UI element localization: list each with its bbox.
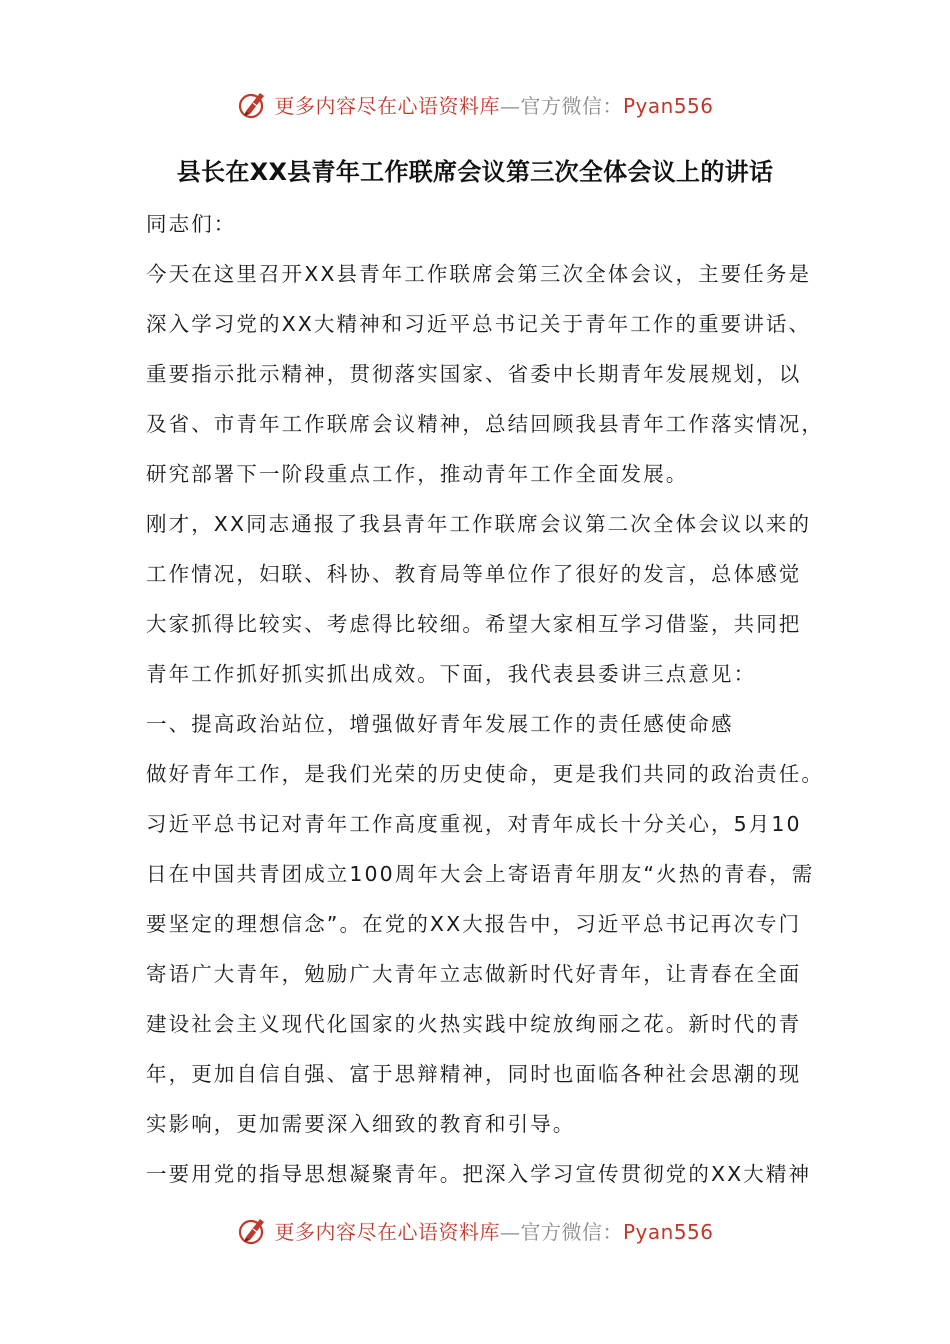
banner-suffix-text: 官方微信： [520, 93, 623, 118]
banner-separator: — [499, 93, 521, 118]
body-line: 深入学习党的XX大精神和习近平总书记关于青年工作的重要讲话、 [146, 312, 812, 336]
banner-text [274, 90, 713, 119]
document-title: 县长在XX县青年工作联席会议第三次全体会议上的讲话 [176, 158, 774, 186]
body-line: 大家抓得比较实、考虑得比较细。希望大家相互学习借鉴，共同把 [146, 612, 802, 636]
body-line: 今天在这里召开XX县青年工作联席会第三次全体会议，主要任务是 [146, 262, 812, 286]
body-line: 做好青年工作，是我们光荣的历史使命，更是我们共同的政治责任。 [146, 762, 824, 786]
body-line: 及省、市青年工作联席会议精神，总结回顾我县青年工作落实情况， [146, 412, 824, 436]
body-line: 重要指示批示精神，贯彻落实国家、省委中长期青年发展规划，以 [146, 362, 802, 386]
body-line: 习近平总书记对青年工作高度重视，对青年成长十分关心，5月10 [146, 812, 802, 836]
banner-wechat-id: Pyan556 [622, 1219, 714, 1244]
banner-main-text: 更多内容尽在心语资料库 [274, 1219, 500, 1244]
banner-separator: — [499, 1219, 521, 1244]
body-line: 一要用党的指导思想凝聚青年。把深入学习宣传贯彻党的XX大精神 [146, 1162, 812, 1186]
banner-text [274, 1216, 713, 1245]
body-line: 要坚定的理想信念”。在党的XX大报告中，习近平总书记再次专门 [146, 912, 802, 936]
section-heading: 一、提高政治站位，增强做好青年发展工作的责任感使命感 [146, 712, 734, 736]
document-body [146, 199, 824, 1199]
banner-main-text: 更多内容尽在心语资料库 [274, 93, 500, 118]
body-line: 年，更加自信自强、富于思辩精神，同时也面临各种社会思潮的现 [146, 1062, 802, 1086]
banner-suffix-text: 官方微信： [520, 1219, 623, 1244]
body-line: 工作情况，妇联、科协、教育局等单位作了很好的发言，总体感觉 [146, 562, 802, 586]
body-line: 刚才，XX同志通报了我县青年工作联席会议第二次全体会议以来的 [146, 512, 812, 536]
body-line: 寄语广大青年，勉励广大青年立志做新时代好青年，让青春在全面 [146, 962, 802, 986]
body-line: 青年工作抓好抓实抓出成效。下面，我代表县委讲三点意见： [146, 662, 757, 686]
pen-nib-logo-icon [236, 87, 270, 121]
body-line: 日在中国共青团成立100周年大会上寄语青年朋友“火热的青春，需 [146, 862, 815, 886]
body-line: 实影响，更加需要深入细致的教育和引导。 [146, 1112, 576, 1136]
body-line: 研究部署下一阶段重点工作，推动青年工作全面发展。 [146, 462, 689, 486]
pen-nib-logo-icon [236, 1213, 270, 1247]
header-watermark-banner [0, 84, 950, 124]
body-line: 同志们： [146, 212, 237, 236]
footer-watermark-banner [0, 1210, 950, 1250]
banner-wechat-id: Pyan556 [622, 93, 714, 118]
body-line: 建设社会主义现代化国家的火热实践中绽放绚丽之花。新时代的青 [146, 1012, 802, 1036]
